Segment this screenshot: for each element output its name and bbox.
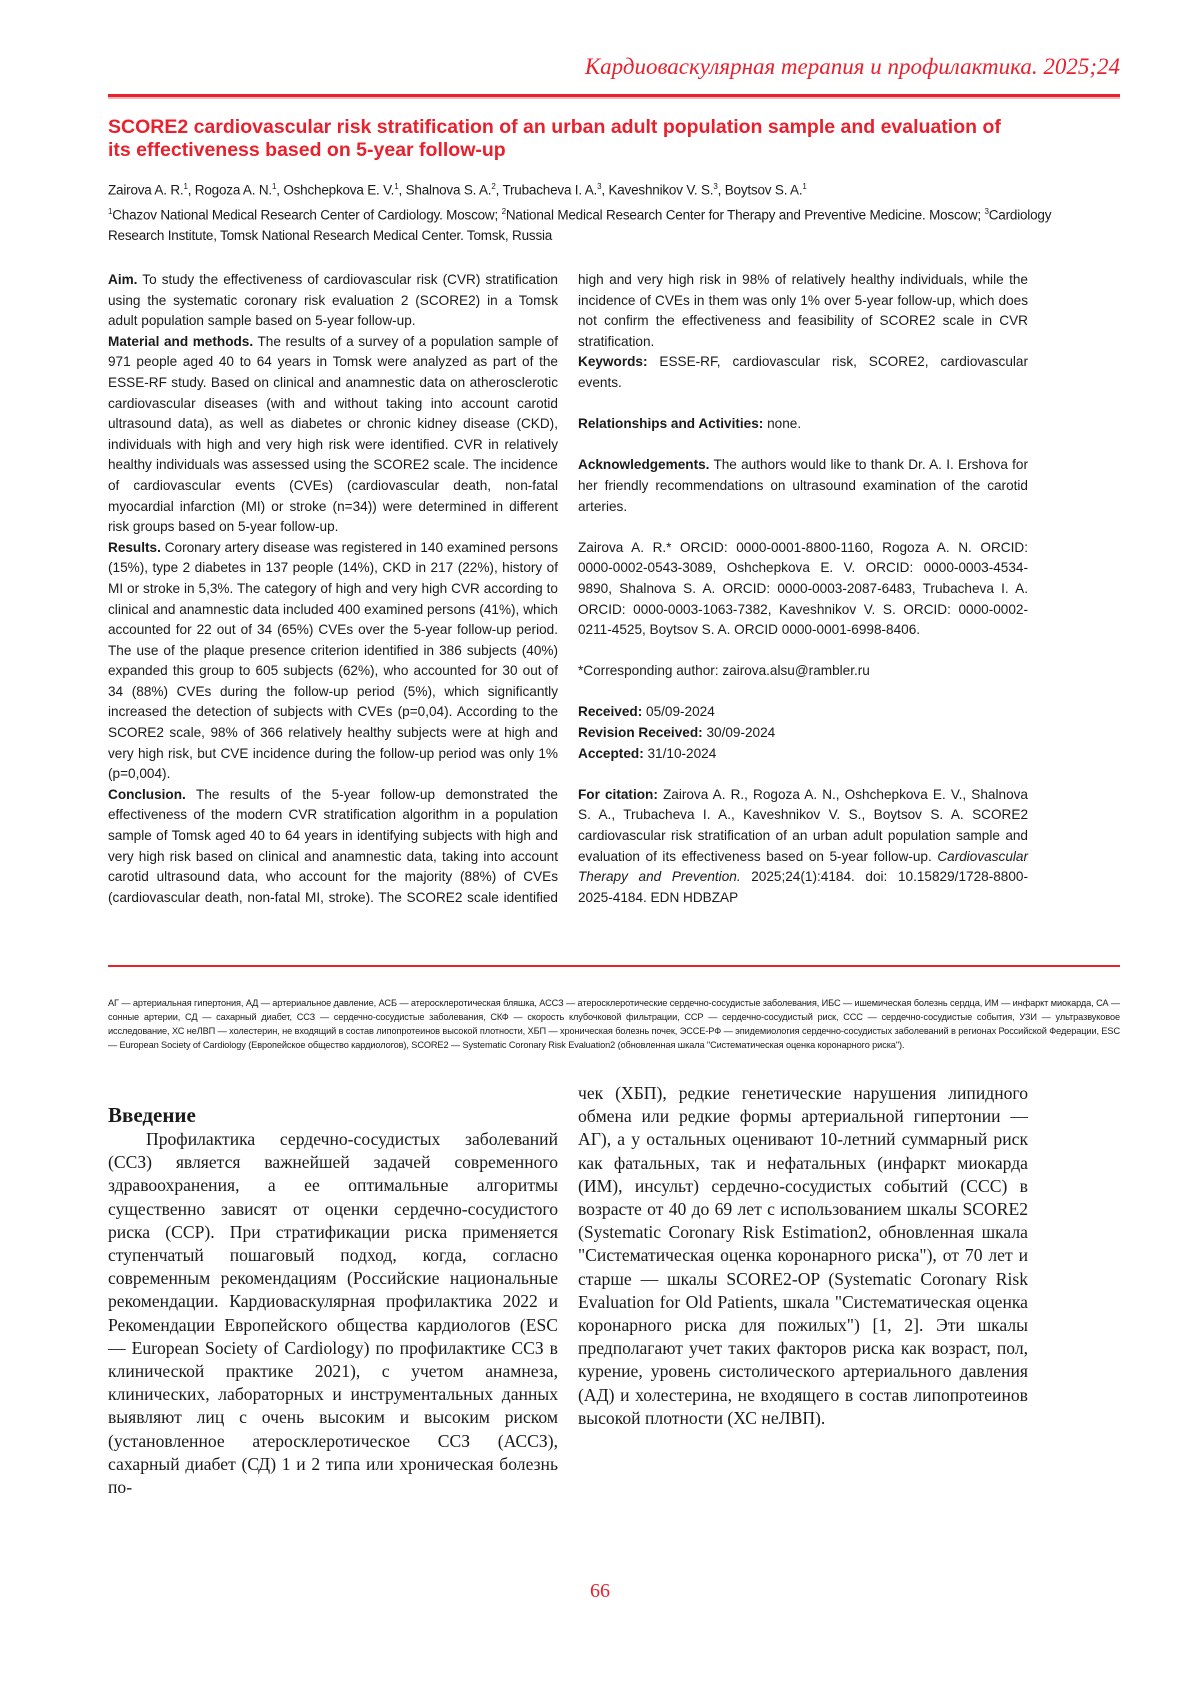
label: Relationships and Activities: xyxy=(578,416,763,431)
text: Coronary artery disease was registered in 140 examined persons (15%), type 2 diabetes in 137 people (14%), CKD in 217 (22%), history of MI or stroke in 5,3%. The category of high and very high CVR according to clinical and anamnestic data included 400 examined persons (41%), which accounted for 22 out of 34 (65%) CVEs over the 5-year follow-up period. The use of the plaque presence criterion identified in 386 subjects (40%) expanded this group to 605 subjects (62%), who accounted for 30 out of 34 (88%) CVEs during the follow-up period (5%), which significantly increased the detection of subjects with CVEs (p=0,04). According to the SCORE2 scale, 98% of 366 relatively healthy subjects were at high and very high risk, but CVE incidence during the follow-up period was only 1% (p=0,004). xyxy=(108,540,558,782)
intro-left-column xyxy=(108,1108,558,1499)
intro-right-column xyxy=(578,1082,1028,1430)
journal-header: Кардиоваскулярная терапия и профилактика. 2025;24 xyxy=(0,54,1120,80)
author-affiliation-mark: 1 xyxy=(394,182,398,191)
journal-name: Cardiovascular Therapy and Prevention. xyxy=(578,849,1028,885)
affiliation: Cardiology Research Institute, Tomsk National Research Medical Center. Tomsk, Russia xyxy=(108,207,1051,243)
affiliation-number: 1 xyxy=(108,207,112,216)
label: Material and methods. xyxy=(108,334,253,349)
author-affiliation-mark: 2 xyxy=(491,182,495,191)
abstract-left-column xyxy=(108,270,1028,910)
label: Conclusion. xyxy=(108,787,186,802)
author-affiliation-mark: 1 xyxy=(272,182,276,191)
author: Zairova A. R. xyxy=(108,183,183,198)
text: 05/09-2024 xyxy=(642,704,715,719)
label: Received: xyxy=(578,704,642,719)
affiliation-number: 3 xyxy=(984,207,988,216)
header-rule xyxy=(108,94,1120,97)
author-list: Zairova A. R.1, Rogoza A. N.1, Oshchepkova E. V.1, Shalnova S. A.2, Trubacheva I. A.3, Kaveshnikov V. S.3, Boytsov S. A.1 xyxy=(108,176,1108,201)
author-affiliation-mark: 1 xyxy=(183,182,187,191)
author: Trubacheva I. A. xyxy=(502,183,597,198)
text: ESSE-RF, cardiovascular risk, SCORE2, cardiovascular events. xyxy=(578,354,1028,390)
text: The results of the 5-year follow-up demonstrated the effectiveness of the modern CVR stratification algorithm in a population sample of Tomsk aged 40 to 64 years in identifying subjects with high and very high risk based on clinical and anamnestic data, taking into account carotid ultrasound data, who account for the majority (88%) of CVEs (cardiovascular death, non-fatal MI, stroke). The SCORE2 scale identified high and very high risk in 98% of relatively healthy individuals, while the incidence of CVEs in them was only 1% over 5-year follow-up, which does not confirm the effectiveness and feasibility of SCORE2 scale in CVR stratification. xyxy=(108,272,1028,905)
intro-paragraph: чек (ХБП), редкие генетические нарушения липидного обмена или редкие формы артериальной гипертонии — АГ), а у остальных оценивают 10-летний суммарный риск как фатальных, так и нефатальных (инфаркт миокарда (ИМ), инсульт) сердечно-сосудистых событий (ССС) в возрасте от 40 до 69 лет с использованием шкалы SCORE2 (Systematic Coronary Risk Estimation2, обновленная шкала "Систематическая оценка коронарного риска"), от 70 лет и старше — шкалы SCORE2-OP (Systematic Coronary Risk Evaluation for Old Patients, шкала "Систематическая оценка коронарного риска для пожилых") [1, 2]. Эти шкалы предполагают учет таких факторов риска как возраст, пол, курение, уровень систолического артериального давления (АД) и холестерина, не входящего в состав липопротеинов высокой плотности (ХС неЛВП). xyxy=(578,1082,1028,1430)
acknowledgements xyxy=(578,455,1028,517)
label: Revision Received: xyxy=(578,725,703,740)
text: Zairova A. R., Rogoza A. N., Oshchepkova E. V., Shalnova S. A., Trubacheva I. A., Kaveshnikov V. S., Boytsov S. A. SCORE2 cardiovascular risk stratification of an urban adult population sample and evaluation of its effectiveness based on 5-year follow-up. xyxy=(578,787,1028,864)
author: Rogoza A. N. xyxy=(195,183,272,198)
orcid-list: Zairova A. R.* ORCID: 0000-0001-8800-1160, Rogoza A. N. ORCID: 0000-0002-0543-3089, Oshchepkova E. V. ORCID: 0000-0003-4534-9890, Shalnova S. A. ORCID: 0000-0003-2087-6483, Trubacheva I. A. ORCID: 0000-0003-1063-7382, Kaveshnikov V. S. ORCID: 0000-0002-0211-4525, Boytsov S. A. ORCID 0000-0001-6998-8406. xyxy=(578,538,1028,641)
author-affiliation-mark: 3 xyxy=(597,182,601,191)
page-number: 66 xyxy=(0,1580,1200,1603)
abstract-methods xyxy=(108,332,558,538)
text: 30/09-2024 xyxy=(703,725,776,740)
label: Aim. xyxy=(108,272,137,287)
abstract-keywords xyxy=(578,352,1028,393)
section-rule xyxy=(108,965,1120,967)
abstract-results xyxy=(108,538,558,785)
affiliations xyxy=(108,201,1108,247)
section-heading: Введение xyxy=(108,1102,558,1128)
label: For citation: xyxy=(578,787,658,802)
received-date xyxy=(578,702,1028,723)
text: none. xyxy=(763,416,801,431)
affiliation: Chazov National Medical Research Center of Cardiology. Moscow; xyxy=(112,207,501,222)
abbreviations: АГ — артериальная гипертония, АД — артериальное давление, АСБ — атеросклеротическая бляшка, АССЗ — атеросклеротические сердечно-сосудистые заболевания, ИБС — ишемическая болезнь сердца, ИМ — инфаркт миокарда, СА — сонные артерии, СД — сахарный диабет, ССЗ — сердечно-сосудистые заболевания, СКФ — скорость клубочковой фильтрации, ССР — сердечно-сосудистый риск, ССС — сердечно-сосудистые события, УЗИ — ультразвуковое исследование, ХС неЛВП — холестерин, не входящий в состав липопротеинов высокой плотности, ХБП — хроническая болезнь почек, ЭССЕ-РФ — эпидемиология сердечно-сосудистых заболеваний в регионах Российской Федерации, ESC — European Society of Cardiology (Европейское общество кардиологов), SCORE2 — Systematic Coronary Risk Evaluation2 (обновленная шкала "Систематическая оценка коронарного риска"). xyxy=(108,996,1120,1052)
label: Accepted: xyxy=(578,746,644,761)
author: Shalnova S. A. xyxy=(406,183,492,198)
corresponding-author: *Corresponding author: zairova.alsu@rambler.ru xyxy=(578,661,1028,682)
authors-block xyxy=(108,176,1108,246)
intro-paragraph: Профилактика сердечно-сосудистых заболеваний (ССЗ) является важнейшей задачей современного здравоохранения, а ее оптимальные алгоритмы существенно зависят от оценки сердечно-сосудистого риска (ССР). При стратификации риска применяется ступенчатый пошаговый подход, когда, согласно современным рекомендациям (Российские национальные рекомендации. Кардиоваскулярная профилактика 2022 и Рекомендации Европейского общества кардиологов (ESC — European Society of Cardiology) по профилактике ССЗ в клинической практике 2021), с учетом анамнеза, клинических, лабораторных и инструментальных данных выявляют лиц с очень высоким и высоким риском (установленное атеросклеротическое ССЗ (АССЗ), сахарный диабет (СД) 1 и 2 типа или хроническая болезнь по- xyxy=(108,1128,558,1499)
revision-date xyxy=(578,723,1028,744)
author: Kaveshnikov V. S. xyxy=(608,183,713,198)
label: Acknowledgements. xyxy=(578,457,709,472)
author: Boytsov S. A. xyxy=(725,183,803,198)
text: To study the effectiveness of cardiovascular risk (CVR) stratification using the systematic coronary risk evaluation 2 (SCORE2) in a Tomsk adult population sample based on 5-year follow-up. xyxy=(108,272,558,328)
author: Oshchepkova E. V. xyxy=(283,183,394,198)
relationships xyxy=(578,414,1028,435)
citation xyxy=(578,785,1028,909)
abstract-aim xyxy=(108,270,558,332)
text: 2025;24(1):4184. doi: 10.15829/1728-8800-2025-4184. EDN HDBZAP xyxy=(578,869,1028,905)
article-title: SCORE2 cardiovascular risk stratification of an urban adult population sample and evaluation of its effectiveness based on 5-year follow-up xyxy=(108,116,1008,162)
affiliation-number: 2 xyxy=(502,207,506,216)
label: Keywords: xyxy=(578,354,648,369)
text: 31/10-2024 xyxy=(644,746,717,761)
author-affiliation-mark: 1 xyxy=(802,182,806,191)
affiliation: National Medical Research Center for Therapy and Preventive Medicine. Moscow; xyxy=(506,207,985,222)
text: The results of a survey of a population sample of 971 people aged 40 to 64 years in Tomsk were analyzed as part of the ESSE-RF study. Based on clinical and anamnestic data on atherosclerotic cardiovascular diseases (with and without taking into account carotid ultrasound data), as well as diabetes or chronic kidney disease (CKD), individuals with high and very high risk were identified. CVR in relatively healthy individuals was assessed using the SCORE2 scale. The incidence of cardiovascular events (CVEs) (cardiovascular death, non-fatal myocardial infarction (MI) or stroke (n=34)) were determined in different risk groups based on 5-year follow-up. xyxy=(108,334,558,534)
text: The authors would like to thank Dr. A. I. Ershova for her friendly recommendations on ultrasound examination of the carotid arteries. xyxy=(578,457,1028,513)
author-affiliation-mark: 3 xyxy=(713,182,717,191)
label: Results. xyxy=(108,540,161,555)
accepted-date xyxy=(578,744,1028,765)
